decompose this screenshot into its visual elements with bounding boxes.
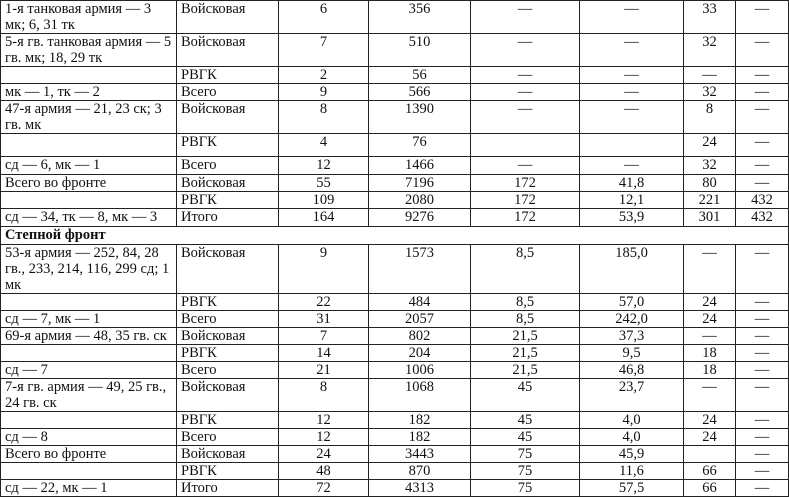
row-label-cell: 47-я армия — 21, 23 ск; 3 гв. мк: [1, 101, 177, 134]
value-cell: —: [736, 34, 789, 67]
value-cell: 164: [279, 209, 369, 227]
value-cell: 14: [279, 345, 369, 362]
type-cell: РВГК: [177, 463, 279, 480]
table-row: [1, 227, 789, 245]
row-label-cell: 53-я армия — 252, 84, 28 гв., 233, 214, 116, 299 сд; 1 мк: [1, 245, 177, 294]
value-cell: 24: [279, 446, 369, 463]
value-cell: 4,0: [580, 429, 684, 446]
value-cell: 484: [369, 294, 471, 311]
value-cell: —: [736, 328, 789, 345]
value-cell: —: [736, 463, 789, 480]
value-cell: 242,0: [580, 311, 684, 328]
value-cell: 21,5: [471, 328, 580, 345]
type-cell: Всего: [177, 429, 279, 446]
value-cell: 8,5: [471, 311, 580, 328]
type-cell: РВГК: [177, 192, 279, 209]
value-cell: 204: [369, 345, 471, 362]
value-cell: 21,5: [471, 362, 580, 379]
value-cell: 870: [369, 463, 471, 480]
type-cell: РВГК: [177, 345, 279, 362]
value-cell: 80: [684, 175, 736, 192]
value-cell: —: [471, 101, 580, 134]
value-cell: 8,5: [471, 294, 580, 311]
value-cell: —: [736, 67, 789, 84]
type-cell: Всего: [177, 84, 279, 101]
value-cell: —: [580, 157, 684, 175]
value-cell: 8: [684, 101, 736, 134]
value-cell: 41,8: [580, 175, 684, 192]
row-label-cell: сд — 22, мк — 1: [1, 480, 177, 497]
value-cell: 4: [279, 134, 369, 157]
value-cell: 9,5: [580, 345, 684, 362]
value-cell: —: [736, 101, 789, 134]
value-cell: —: [471, 1, 580, 34]
table-row: [1, 345, 789, 362]
value-cell: 33: [684, 1, 736, 34]
value-cell: 32: [684, 34, 736, 67]
table-row: [1, 463, 789, 480]
value-cell: 32: [684, 157, 736, 175]
table-row: [1, 134, 789, 157]
value-cell: —: [736, 134, 789, 157]
value-cell: 9276: [369, 209, 471, 227]
section-header: Степной фронт: [1, 227, 789, 245]
value-cell: 8,5: [471, 245, 580, 294]
row-label-cell: сд — 6, мк — 1: [1, 157, 177, 175]
value-cell: —: [471, 157, 580, 175]
type-cell: Войсковая: [177, 101, 279, 134]
value-cell: 301: [684, 209, 736, 227]
value-cell: 1068: [369, 379, 471, 412]
table-row: [1, 379, 789, 412]
value-cell: 18: [684, 362, 736, 379]
value-cell: [684, 446, 736, 463]
value-cell: —: [684, 379, 736, 412]
value-cell: 75: [471, 480, 580, 497]
value-cell: 66: [684, 463, 736, 480]
value-cell: —: [736, 311, 789, 328]
value-cell: 55: [279, 175, 369, 192]
value-cell: 45: [471, 379, 580, 412]
table-row: [1, 328, 789, 345]
value-cell: 22: [279, 294, 369, 311]
type-cell: Войсковая: [177, 379, 279, 412]
row-label-cell: [1, 412, 177, 429]
value-cell: —: [684, 328, 736, 345]
value-cell: 6: [279, 1, 369, 34]
value-cell: 9: [279, 245, 369, 294]
type-cell: РВГК: [177, 134, 279, 157]
value-cell: 21: [279, 362, 369, 379]
table-row: [1, 245, 789, 294]
value-cell: —: [580, 84, 684, 101]
value-cell: 1006: [369, 362, 471, 379]
value-cell: 510: [369, 34, 471, 67]
value-cell: 45,9: [580, 446, 684, 463]
value-cell: 221: [684, 192, 736, 209]
value-cell: 1573: [369, 245, 471, 294]
row-label-cell: [1, 134, 177, 157]
row-label-cell: Всего во фронте: [1, 175, 177, 192]
value-cell: 4,0: [580, 412, 684, 429]
value-cell: 45: [471, 412, 580, 429]
value-cell: 8: [279, 101, 369, 134]
value-cell: 182: [369, 429, 471, 446]
value-cell: 23,7: [580, 379, 684, 412]
type-cell: Всего: [177, 157, 279, 175]
value-cell: 2080: [369, 192, 471, 209]
table-row: [1, 412, 789, 429]
value-cell: 11,6: [580, 463, 684, 480]
value-cell: 56: [369, 67, 471, 84]
table-row: [1, 175, 789, 192]
value-cell: 2057: [369, 311, 471, 328]
value-cell: 802: [369, 328, 471, 345]
value-cell: 2: [279, 67, 369, 84]
row-label-cell: 1-я танковая армия — 3 мк; 6, 31 тк: [1, 1, 177, 34]
value-cell: —: [736, 175, 789, 192]
table-row: [1, 429, 789, 446]
type-cell: РВГК: [177, 67, 279, 84]
value-cell: 75: [471, 446, 580, 463]
value-cell: 432: [736, 209, 789, 227]
value-cell: —: [736, 446, 789, 463]
value-cell: 172: [471, 192, 580, 209]
type-cell: Войсковая: [177, 1, 279, 34]
type-cell: Войсковая: [177, 328, 279, 345]
row-label-cell: 69-я армия — 48, 35 гв. ск: [1, 328, 177, 345]
value-cell: 9: [279, 84, 369, 101]
value-cell: —: [580, 34, 684, 67]
value-cell: —: [471, 67, 580, 84]
table-row: [1, 67, 789, 84]
table-row: [1, 294, 789, 311]
value-cell: 12,1: [580, 192, 684, 209]
value-cell: —: [580, 1, 684, 34]
value-cell: 3443: [369, 446, 471, 463]
table-row: [1, 34, 789, 67]
value-cell: 32: [684, 84, 736, 101]
value-cell: 356: [369, 1, 471, 34]
row-label-cell: [1, 345, 177, 362]
value-cell: 24: [684, 311, 736, 328]
value-cell: 12: [279, 429, 369, 446]
value-cell: 18: [684, 345, 736, 362]
type-cell: Войсковая: [177, 34, 279, 67]
type-cell: Войсковая: [177, 446, 279, 463]
value-cell: —: [736, 345, 789, 362]
type-cell: РВГК: [177, 412, 279, 429]
value-cell: 21,5: [471, 345, 580, 362]
value-cell: 66: [684, 480, 736, 497]
row-label-cell: 5-я гв. танковая армия — 5 гв. мк; 18, 29 тк: [1, 34, 177, 67]
table-row: [1, 209, 789, 227]
value-cell: —: [736, 245, 789, 294]
table-row: [1, 84, 789, 101]
table-row: [1, 311, 789, 328]
value-cell: 75: [471, 463, 580, 480]
type-cell: Итого: [177, 480, 279, 497]
row-label-cell: [1, 192, 177, 209]
table-row: [1, 362, 789, 379]
value-cell: [580, 134, 684, 157]
value-cell: 12: [279, 412, 369, 429]
value-cell: 4313: [369, 480, 471, 497]
value-cell: 182: [369, 412, 471, 429]
type-cell: Войсковая: [177, 245, 279, 294]
value-cell: 24: [684, 412, 736, 429]
value-cell: 31: [279, 311, 369, 328]
value-cell: 7: [279, 34, 369, 67]
row-label-cell: сд — 7, мк — 1: [1, 311, 177, 328]
row-label-cell: [1, 67, 177, 84]
value-cell: 53,9: [580, 209, 684, 227]
value-cell: —: [684, 67, 736, 84]
type-cell: Итого: [177, 209, 279, 227]
type-cell: Войсковая: [177, 175, 279, 192]
row-label-cell: сд — 34, тк — 8, мк — 3: [1, 209, 177, 227]
value-cell: 46,8: [580, 362, 684, 379]
value-cell: 1390: [369, 101, 471, 134]
value-cell: 24: [684, 294, 736, 311]
table-row: [1, 101, 789, 134]
value-cell: [471, 134, 580, 157]
value-cell: —: [471, 84, 580, 101]
value-cell: —: [736, 480, 789, 497]
row-label-cell: [1, 294, 177, 311]
value-cell: —: [736, 84, 789, 101]
value-cell: 45: [471, 429, 580, 446]
value-cell: 432: [736, 192, 789, 209]
value-cell: —: [736, 1, 789, 34]
value-cell: —: [736, 412, 789, 429]
value-cell: —: [736, 157, 789, 175]
value-cell: 185,0: [580, 245, 684, 294]
value-cell: 76: [369, 134, 471, 157]
table-row: [1, 1, 789, 34]
value-cell: —: [580, 67, 684, 84]
value-cell: —: [580, 101, 684, 134]
value-cell: 7: [279, 328, 369, 345]
value-cell: 57,5: [580, 480, 684, 497]
row-label-cell: сд — 8: [1, 429, 177, 446]
value-cell: —: [736, 294, 789, 311]
row-label-cell: 7-я гв. армия — 49, 25 гв., 24 гв. ск: [1, 379, 177, 412]
type-cell: Всего: [177, 311, 279, 328]
table-row: [1, 480, 789, 497]
value-cell: —: [684, 245, 736, 294]
value-cell: 48: [279, 463, 369, 480]
value-cell: —: [736, 429, 789, 446]
row-label-cell: Всего во фронте: [1, 446, 177, 463]
value-cell: 172: [471, 175, 580, 192]
type-cell: РВГК: [177, 294, 279, 311]
value-cell: 1466: [369, 157, 471, 175]
value-cell: 12: [279, 157, 369, 175]
row-label-cell: мк — 1, тк — 2: [1, 84, 177, 101]
value-cell: 37,3: [580, 328, 684, 345]
value-cell: 57,0: [580, 294, 684, 311]
row-label-cell: сд — 7: [1, 362, 177, 379]
table-row: [1, 192, 789, 209]
value-cell: 24: [684, 134, 736, 157]
value-cell: 172: [471, 209, 580, 227]
value-cell: —: [736, 362, 789, 379]
value-cell: 566: [369, 84, 471, 101]
table-row: [1, 446, 789, 463]
value-cell: —: [471, 34, 580, 67]
value-cell: 7196: [369, 175, 471, 192]
value-cell: —: [736, 379, 789, 412]
value-cell: 24: [684, 429, 736, 446]
value-cell: 109: [279, 192, 369, 209]
value-cell: 8: [279, 379, 369, 412]
type-cell: Всего: [177, 362, 279, 379]
table-row: [1, 157, 789, 175]
value-cell: 72: [279, 480, 369, 497]
row-label-cell: [1, 463, 177, 480]
